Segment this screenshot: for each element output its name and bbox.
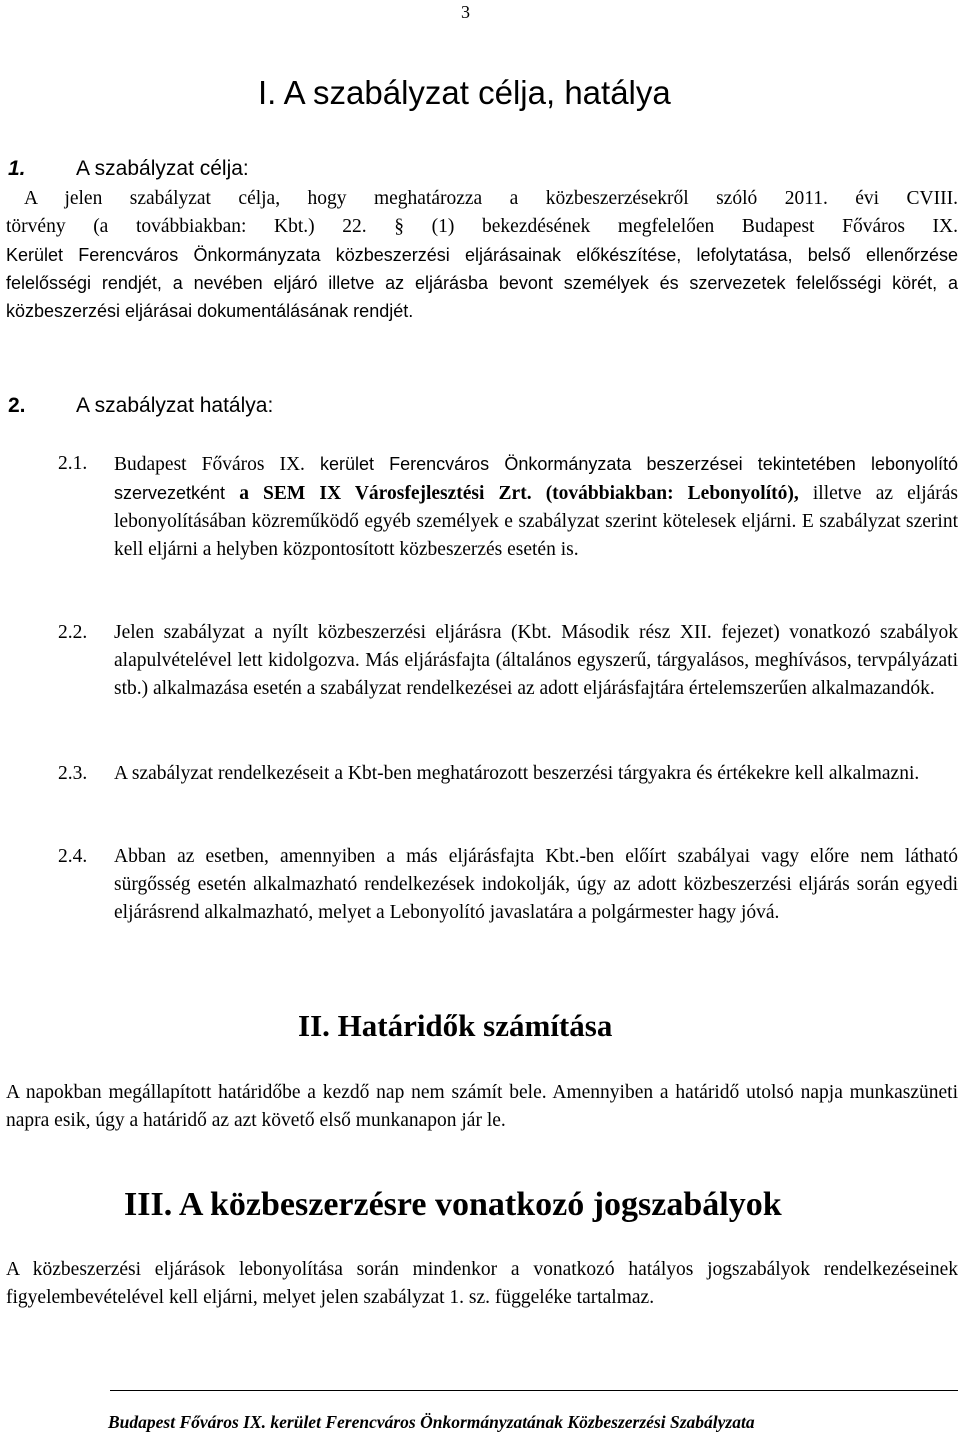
subsection-1-title: [8, 157, 249, 181]
section-1-heading: I. A szabályzat célja, hatálya: [258, 74, 671, 111]
purpose-paragraph: [6, 185, 958, 325]
clause-2-3: [58, 760, 958, 788]
page-footer: Budapest Főváros IX. kerület Ferencváros Önkormányzatának Közbeszerzési Szabályzata: [108, 1412, 755, 1432]
subsection-2-label: A szabályzat hatálya:: [76, 394, 274, 417]
clause-2-4-text: Abban az esetben, amennyiben a más eljárásfajta Kbt.-ben előírt szabályai vagy előre nem látható sürgősség esetén alkalmazható rendelkezések indokolják, úgy az adott közbeszerzési eljárás során egyedi eljárásrend alkalmazható, melyet a Lebonyolító javaslatára a polgármester hagy jóvá.: [114, 846, 958, 923]
clause-2-1-text-c: illetve az eljárás lebonyolításában közreműködő egyéb személyek e szabályzat szerint kötelesek eljárni. E szabályzat szerint kell eljárni a helyben központosított közbeszerzés esetén is.: [114, 483, 959, 560]
section-2-heading: II. Határidők számítása: [298, 1008, 613, 1043]
clause-2-1: [58, 450, 959, 564]
clause-2-3-number: 2.3.: [58, 763, 88, 784]
footer-divider: [110, 1390, 958, 1391]
clause-2-2-text: Jelen szabályzat a nyílt közbeszerzési eljárásra (Kbt. Második rész XII. fejezet) vonatkozó szabályok alapulvételével lett kidolgozva. Más eljárásfajta (általános egyszerű, tárgyalásos, meghívásos, tervpályázati stb.) alkalmazása esetén a szabályzat rendelkezései az adott eljárásfajtára értelemszerűen alkalmazandók.: [114, 622, 958, 699]
clause-2-2-number: 2.2.: [58, 622, 88, 643]
deadlines-paragraph: A napokban megállapított határidőbe a kezdő nap nem számít bele. Amennyiben a határidő utolsó napja munkaszüneti napra esik, úgy a határidő az azt követő első munkanapon jár le.: [6, 1082, 958, 1131]
legislation-paragraph: A közbeszerzési eljárások lebonyolítása során mindenkor a vonatkozó hatályos jogszabályok rendelkezéseinek figyelembevételével kell eljárni, melyet jelen szabályzat 1. sz. függeléke tartalmaz.: [6, 1259, 958, 1308]
purpose-line-1: A jelen szabályzat célja, hogy meghatározza a közbeszerzésekről szóló 2011. évi CVIII.: [24, 188, 958, 209]
subsection-1-number: 1.: [8, 157, 26, 180]
page-number: 3: [461, 2, 470, 22]
clause-2-2: [58, 619, 958, 703]
clause-2-4-number: 2.4.: [58, 846, 88, 867]
subsection-2-number: 2.: [8, 394, 26, 417]
section-3-heading: III. A közbeszerzésre vonatkozó jogszabályok: [124, 1186, 782, 1223]
clause-2-3-text: A szabályzat rendelkezéseit a Kbt-ben meghatározott beszerzési tárgyakra és értékekre kell alkalmazni.: [114, 763, 920, 784]
subsection-2-title: [8, 394, 273, 418]
clause-2-4: [58, 843, 958, 927]
clause-2-1-organization: a SEM IX Városfejlesztési Zrt. (továbbiakban: Lebonyolító),: [239, 483, 799, 504]
clause-2-1-text-a: Budapest Főváros IX.: [114, 454, 305, 475]
clause-2-1-number: 2.1.: [58, 453, 88, 474]
clause-2-1-text-b: kerület Ferencváros Önkormányzata beszerzései tekintetében lebonyolító szervezetként: [114, 454, 959, 503]
purpose-line-2: törvény (a továbbiakban: Kbt.) 22. § (1) bekezdésének megfelelően Budapest Főváros IX.: [6, 216, 958, 237]
purpose-line-3: Kerület Ferencváros Önkormányzata közbeszerzési eljárásainak előkészítése, lefolytatása, belső ellenőrzése felelősségi rendjét, a nevében eljáró illetve az eljárásba bevont személyek és szervezetek felelősségi körét, a közbeszerzési eljárásai dokumentálásának rendjét.: [6, 245, 958, 321]
subsection-1-label: A szabályzat célja:: [76, 157, 249, 180]
